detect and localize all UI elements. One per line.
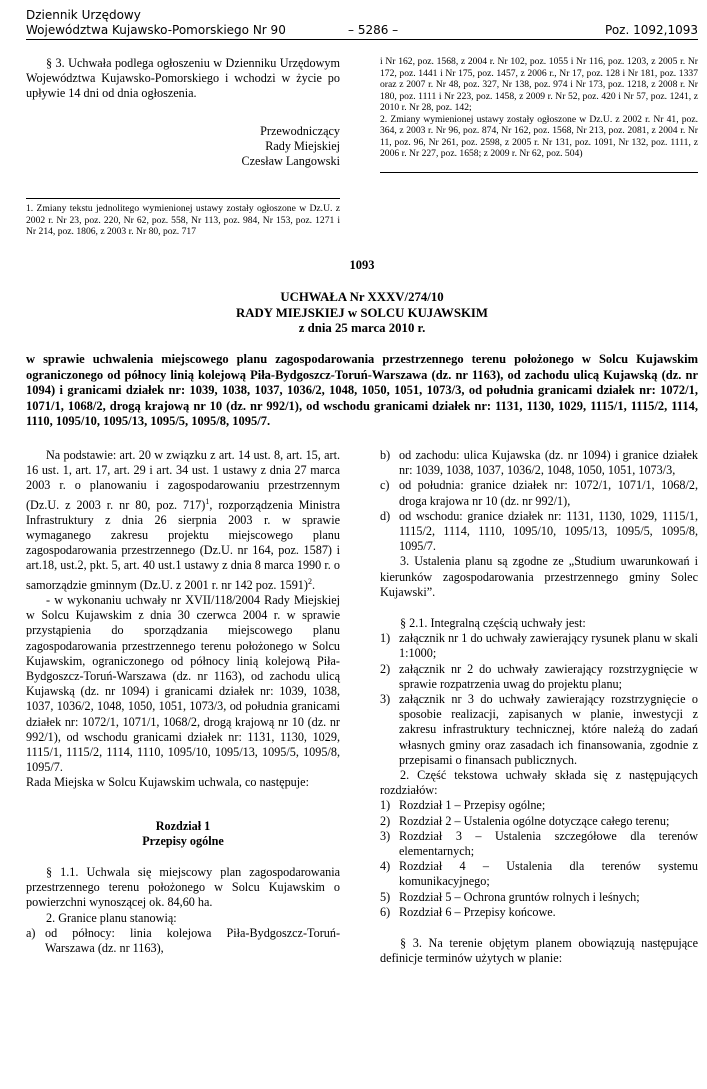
signature-name: Czesław Langowski <box>241 154 340 169</box>
act-date: z dnia 25 marca 2010 r. <box>298 321 426 335</box>
list-marker: d) <box>380 508 391 523</box>
list-text: Rozdział 3 – Ustalenia szczegółowe dla terenów elementarnych; <box>399 828 698 859</box>
list-text: od północy: linia kolejowa Piła-Bydgoszcz-Toruń-Warszawa (dz. nr 1163), <box>45 925 340 956</box>
previous-act-left <box>26 56 340 169</box>
resolution-clause: Rada Miejska w Solcu Kujawskim uchwala, co następuje: <box>26 775 309 790</box>
chapter-list-item-1 <box>380 798 698 813</box>
position-reference: Poz. 1092,1093 <box>605 23 698 37</box>
list-marker: 5) <box>380 889 391 904</box>
chapter-1-title: Przepisy ogólne <box>142 833 224 848</box>
journal-volume: Województwa Kujawsko-Pomorskiego Nr 90 <box>26 23 286 37</box>
attachment-3 <box>380 692 698 768</box>
list-text: Rozdział 1 – Przepisy ogólne; <box>399 798 546 813</box>
act-issuer: RADY MIEJSKIEJ w SOLCU KUJAWSKIM <box>236 305 488 320</box>
list-text: Rozdział 5 – Ochrona gruntów rolnych i leśnych; <box>399 889 640 904</box>
chapter-1-number: Rozdział 1 <box>155 818 211 833</box>
boundary-south <box>380 478 698 508</box>
list-marker: a) <box>26 925 36 940</box>
section-3-intro: § 3. Na terenie objętym planem obowiązują następujące definicje terminów użytych w planie: <box>380 936 698 966</box>
list-marker: 3) <box>380 692 391 707</box>
list-text: od wschodu: granice działek nr: 1131, 1130, 1029, 1115/1, 1115/2, 1114, 1110, 1095/10, 1095/13, 1095/5, 1095/8, 1095/7. <box>399 508 698 554</box>
list-marker: 2) <box>380 661 391 676</box>
chapter-list-item-5 <box>380 890 698 905</box>
legal-basis <box>26 448 340 593</box>
page-number: – 5286 – <box>348 23 399 37</box>
attachment-2 <box>380 662 698 692</box>
body-left-column <box>26 448 340 956</box>
boundary-north <box>26 926 340 956</box>
footnote-ref-1: 1 <box>205 496 210 506</box>
chapter-list-item-4 <box>380 859 698 889</box>
legal-basis-end: . <box>311 577 315 592</box>
footnote-right <box>380 56 698 173</box>
list-text: Rozdział 4 – Ustalenia dla terenów systemu komunikacyjnego; <box>399 859 698 889</box>
list-marker: 3) <box>380 828 391 843</box>
footnote-end-rule <box>380 172 698 173</box>
footnote-ref-2: 2 <box>307 576 312 586</box>
signature-role-1: Przewodniczący <box>260 123 340 138</box>
list-marker: 1) <box>380 798 391 813</box>
legal-basis-part-2: , rozporządzenia Ministra Infrastruktury z dnia 26 sierpnia 2003 r. w sprawie wymaganego zakresu projektu miejscowego planu zagospodarowania przestrzennego (Dz.U. nr 164, poz. 1587) i art.18, ust.2, pkt. 5, art. 40 ust.1 ustawy z dnia 8 marca 1990 r. o samorządzie gminnym (Dz.U. z 2001 r. nr 142 poz. 1591) <box>26 497 340 592</box>
act-subject: w sprawie uchwalenia miejscowego planu zagospodarowania przestrzennego terenu położonego w Solcu Kujawskim ograniczonego od północy linią kolejową Piła-Bydgoszcz-Toruń-Warszawa (dz. nr 1163), od zachodu ulicą Kujawską (dz. nr 1094) i granicami działek nr: 1039, 1038, 1037, 1036/2, 1048, 1050, 1051, 1073/3, od południa granicami działek nr: 1072/1, 1071/1, 1068/2, drogą krajową nr 10 (dz. nr 992/1), od wschodu granicami działek nr: 1131, 1130, 1029, 1115/1, 1115/2, 1114, 1110, 1095/10, 1095/13, 1095/5, 1095/8, 1095/7. <box>26 352 698 428</box>
footnote-1-continued: i Nr 162, poz. 1568, z 2004 r. Nr 102, poz. 1055 i Nr 116, poz. 1203, z 2005 r. Nr 172, poz. 1441 i Nr 175, poz. 1457, z 2006 r., Nr 17, poz. 128 i Nr 181, poz. 1337 oraz z 2007 r. Nr 48, poz. 327, Nr 138, poz. 974 i Nr 173, poz. 1218, z 2008 r. Nr 180, poz. 1111 i Nr 223, poz. 1458, z 2009 r. Nr 52, poz. 420 i Nr 57, poz. 1241, z 2010 r. Nr 28, poz. 142; <box>380 56 698 113</box>
list-text: załącznik nr 3 do uchwały zawierający rozstrzygnięcie o sposobie realizacji, zapisanych w planie, inwestycji z zakresu infrastruktury technicznej, które należą do zadań własnych gminy oraz zasadach ich finansowania, zgodnie z przepisami o finansach publicznych. <box>399 692 698 767</box>
signature-role-2: Rady Miejskiej <box>265 138 340 153</box>
section-1-para-3: 3. Ustalenia planu są zgodne ze „Studium uwarunkowań i kierunków zagospodarowania przestrzennego gminy Solec Kujawski”. <box>380 554 698 599</box>
footnote-1-start: 1. Zmiany tekstu jednolitego wymienionej ustawy zostały ogłoszone w Dz.U. z 2002 r. Nr 23, poz. 220, Nr 62, poz. 558, Nr 113, poz. 984, Nr 153, poz. 1271 i Nr 214, poz. 1806, z 2003 r. Nr 80, poz. 717 <box>26 203 340 237</box>
section-2-para-2: 2. Część tekstowa uchwały składa się z następujących rozdziałów: <box>380 768 698 798</box>
act-number: 1093 <box>349 258 375 272</box>
running-header <box>26 8 698 40</box>
signature-block <box>26 124 340 170</box>
section-1-para-1: § 1.1. Uchwala się miejscowy plan zagospodarowania przestrzennego terenu położonego w Solcu Kujawskim o powierzchni wynoszącej ok. 84,60 ha. <box>26 865 340 910</box>
list-text: Rozdział 6 – Przepisy końcowe. <box>399 904 556 919</box>
list-text: załącznik nr 1 do uchwały zawierający rysunek planu w skali 1:1000; <box>399 631 698 661</box>
previous-para-3: § 3. Uchwała podlega ogłoszeniu w Dzienniku Urzędowym Województwa Kujawsko-Pomorskiego i wchodzi w życie po upływie 14 dni od dnia ogłoszenia. <box>26 56 340 101</box>
body-right-column <box>380 448 698 967</box>
footnote-left <box>26 198 340 238</box>
list-text: od zachodu: ulica Kujawska (dz. nr 1094) i granice działek nr: 1039, 1038, 1037, 1036/2, 1048, 1050, 1051, 1073/3, <box>399 448 698 478</box>
chapter-1-heading <box>26 819 340 849</box>
list-text: załącznik nr 2 do uchwały zawierający rozstrzygnięcie w sprawie rozpatrzenia uwag do projektu planu; <box>399 661 698 691</box>
list-marker: c) <box>380 478 390 493</box>
chapter-list-item-6 <box>380 905 698 920</box>
boundary-west <box>380 448 698 478</box>
legal-basis-part-1: Na podstawie: art. 20 w związku z art. 14 ust. 8, art. 15, art. 16 ust. 1, art. 17, art. 29 i art. 34 ust. 1 ustawy z dnia 27 marca 2003 r. o planowaniu i zagospodarowaniu przestrzennym (Dz.U. z 2003 r. nr 80, poz. 717) <box>26 448 340 512</box>
list-marker: 1) <box>380 631 391 646</box>
attachment-1 <box>380 631 698 661</box>
footnote-rule <box>26 198 340 199</box>
list-marker: b) <box>380 448 391 462</box>
list-text: Rozdział 2 – Ustalenia ogólne dotyczące całego terenu; <box>399 813 670 828</box>
list-marker: 6) <box>380 904 391 919</box>
chapter-list-item-3 <box>380 829 698 859</box>
footnote-2: 2. Zmiany wymienionej ustawy zostały ogłoszone w Dz.U. z 2002 r. Nr 41, poz. 364, z 2003 r. Nr 96, poz. 874, Nr 162, poz. 1568, Nr 213, poz. 2081, z 2004 r. Nr 11, poz. 96, Nr 261, poz. 2598, z 2005 r. Nr 131, poz. 1091, Nr 132, poz. 1111, z 2006 r. Nr 227, poz. 1658; z 2009 r. Nr 62, poz. 504) <box>380 113 698 159</box>
header-row <box>26 23 698 40</box>
list-marker: 4) <box>380 859 391 874</box>
list-marker: 2) <box>380 813 391 828</box>
execution-clause: - w wykonaniu uchwały nr XVII/118/2004 Rady Miejskiej w Solcu Kujawskim z dnia 30 czerwca 2004 r. w sprawie przystąpienia do sporządzania miejscowego planu zagospodarowania przestrzennego terenu położonego w Solcu Kujawskim, ograniczonego od północy linią kolejową Piła-Bydgoszcz-Toruń-Warszawa (dz. nr 1163), od zachodu ulicą Kujawską (dz. nr 1094) i granicami działek nr: 1039, 1038, 1037, 1036/2, 1048, 1050, 1051, 1073/3, od południa granicami działek nr: 1072/1, 1071/1, 1068/2, drogą krajową nr 10 (dz. nr 992/1), od wschodu granicami działek nr: 1131, 1130, 1029, 1115/1, 1115/2, 1114, 1110, 1095/10, 1095/13, 1095/5, 1095/8, 1095/7. <box>26 592 340 775</box>
act-title-block <box>26 290 698 337</box>
chapter-list-item-2 <box>380 814 698 829</box>
section-2-para-1: § 2.1. Integralną częścią uchwały jest: <box>400 616 586 631</box>
boundary-east <box>380 509 698 555</box>
list-text: od południa: granice działek nr: 1072/1, 1071/1, 1068/2, droga krajowa nr 10 (dz. nr 992/1), <box>399 478 698 508</box>
journal-title: Dziennik Urzędowy <box>26 8 141 22</box>
act-title: UCHWAŁA Nr XXXV/274/10 <box>280 290 444 304</box>
section-1-para-2: 2. Granice planu stanowią: <box>46 910 177 925</box>
